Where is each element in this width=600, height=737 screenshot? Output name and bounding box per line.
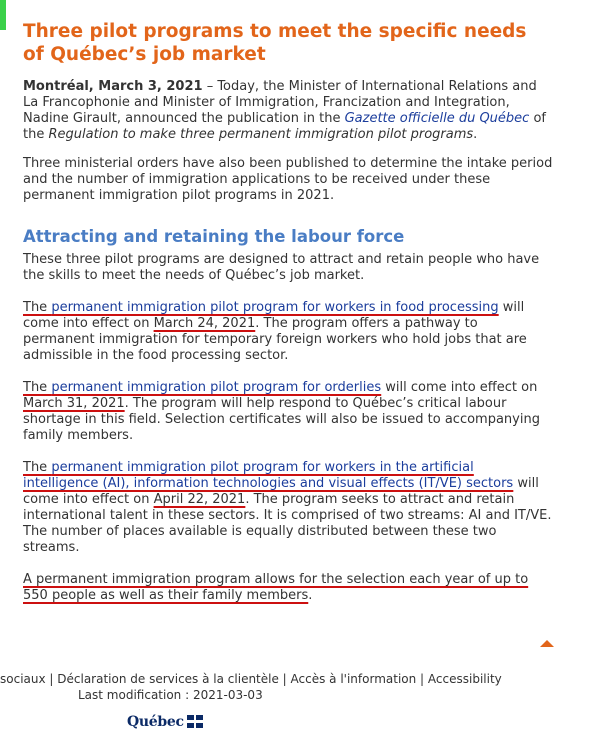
logo-wordmark: Québec: [127, 714, 184, 730]
intro-text: – Today, the Minister of International Relations and La Francophonie and Minister of Immigration, Francization and Integration, Nadine Girault, announced the publication in the: [23, 79, 537, 126]
intro-end: .: [473, 127, 478, 142]
article: [23, 20, 553, 604]
food-processing-paragraph: [23, 300, 553, 364]
orderlies-the: The: [23, 380, 52, 395]
food-date: March 24, 2021: [153, 316, 256, 331]
ai-mid: will come into effect on: [23, 476, 539, 507]
dateline: Montréal, March 3, 2021: [23, 79, 203, 94]
ai-paragraph: [23, 460, 553, 556]
food-the: The: [23, 300, 52, 315]
orderlies-paragraph: [23, 380, 553, 444]
footer-separator: |: [278, 672, 291, 686]
intro-paragraph: [23, 79, 553, 143]
section-heading: Attracting and retaining the labour force: [23, 227, 405, 246]
ai-rest: . The program seeks to attract and retain international talent in these sectors. It is comprised of two streams: AI and IT/VE. The number of places available is equally distributed between these two streams.: [23, 492, 552, 555]
accent-bar: [0, 0, 6, 30]
food-processing-program-link[interactable]: permanent immigration pilot program for workers in food processing: [51, 300, 499, 315]
orderlies-program-link[interactable]: permanent immigration pilot program for orderlies: [51, 380, 382, 395]
programs-intro-paragraph: These three pilot programs are designed to attract and retain people who have the skills to meet the needs of Québec’s job market.: [23, 252, 540, 283]
ai-date: April 22, 2021: [153, 492, 246, 507]
footer-link-social[interactable]: sociaux: [0, 672, 46, 686]
orderlies-mid: will come into effect on: [381, 380, 538, 395]
footer-link-service-declaration[interactable]: Déclaration de services à la clientèle: [57, 672, 279, 686]
regulation-title: Regulation to make three permanent immigration pilot programs: [48, 127, 474, 142]
fleur-de-lis-flag-icon: [187, 715, 205, 729]
ai-program-link[interactable]: permanent immigration pilot program for workers in the artificial intelligence (AI), information technologies and visual effects (IT/VE) sectors: [23, 460, 514, 491]
footer-link-access-information[interactable]: Accès à l'information: [290, 672, 417, 686]
intro-of: of the: [23, 111, 546, 142]
final-paragraph: [23, 572, 553, 604]
ai-the: The: [23, 460, 52, 475]
orderlies-date: March 31, 2021: [23, 396, 125, 411]
footer-separator: |: [45, 672, 58, 686]
orderlies-rest: . The program will help respond to Québec’s critical labour shortage in this field. Selection certificates will also be issued to accompanying family members.: [23, 396, 540, 443]
page-title: Three pilot programs to meet the specific needs of Québec’s job market: [23, 21, 527, 65]
footer-links: [0, 671, 502, 687]
food-rest: . The program offers a pathway to permanent immigration for temporary foreign workers who hold jobs that are admissible in the food processing sector.: [23, 316, 527, 363]
caret-up-icon[interactable]: [540, 640, 554, 647]
gazette-link[interactable]: Gazette officielle du Québec: [344, 111, 530, 126]
final-text: A permanent immigration program allows for the selection each year of up to 550 people as well as their family members: [23, 572, 529, 603]
footer-separator: |: [416, 672, 428, 686]
orders-paragraph: Three ministerial orders have also been published to determine the intake period and the number of immigration applications to be received under these permanent immigration pilot programs in 2021.: [23, 156, 553, 203]
last-modified: Last modification : 2021-03-03: [78, 688, 263, 702]
footer-link-accessibility[interactable]: Accessibility: [427, 672, 502, 686]
food-mid: will come into effect on: [23, 300, 525, 331]
quebec-logo[interactable]: [127, 712, 205, 732]
final-end: .: [308, 588, 313, 603]
